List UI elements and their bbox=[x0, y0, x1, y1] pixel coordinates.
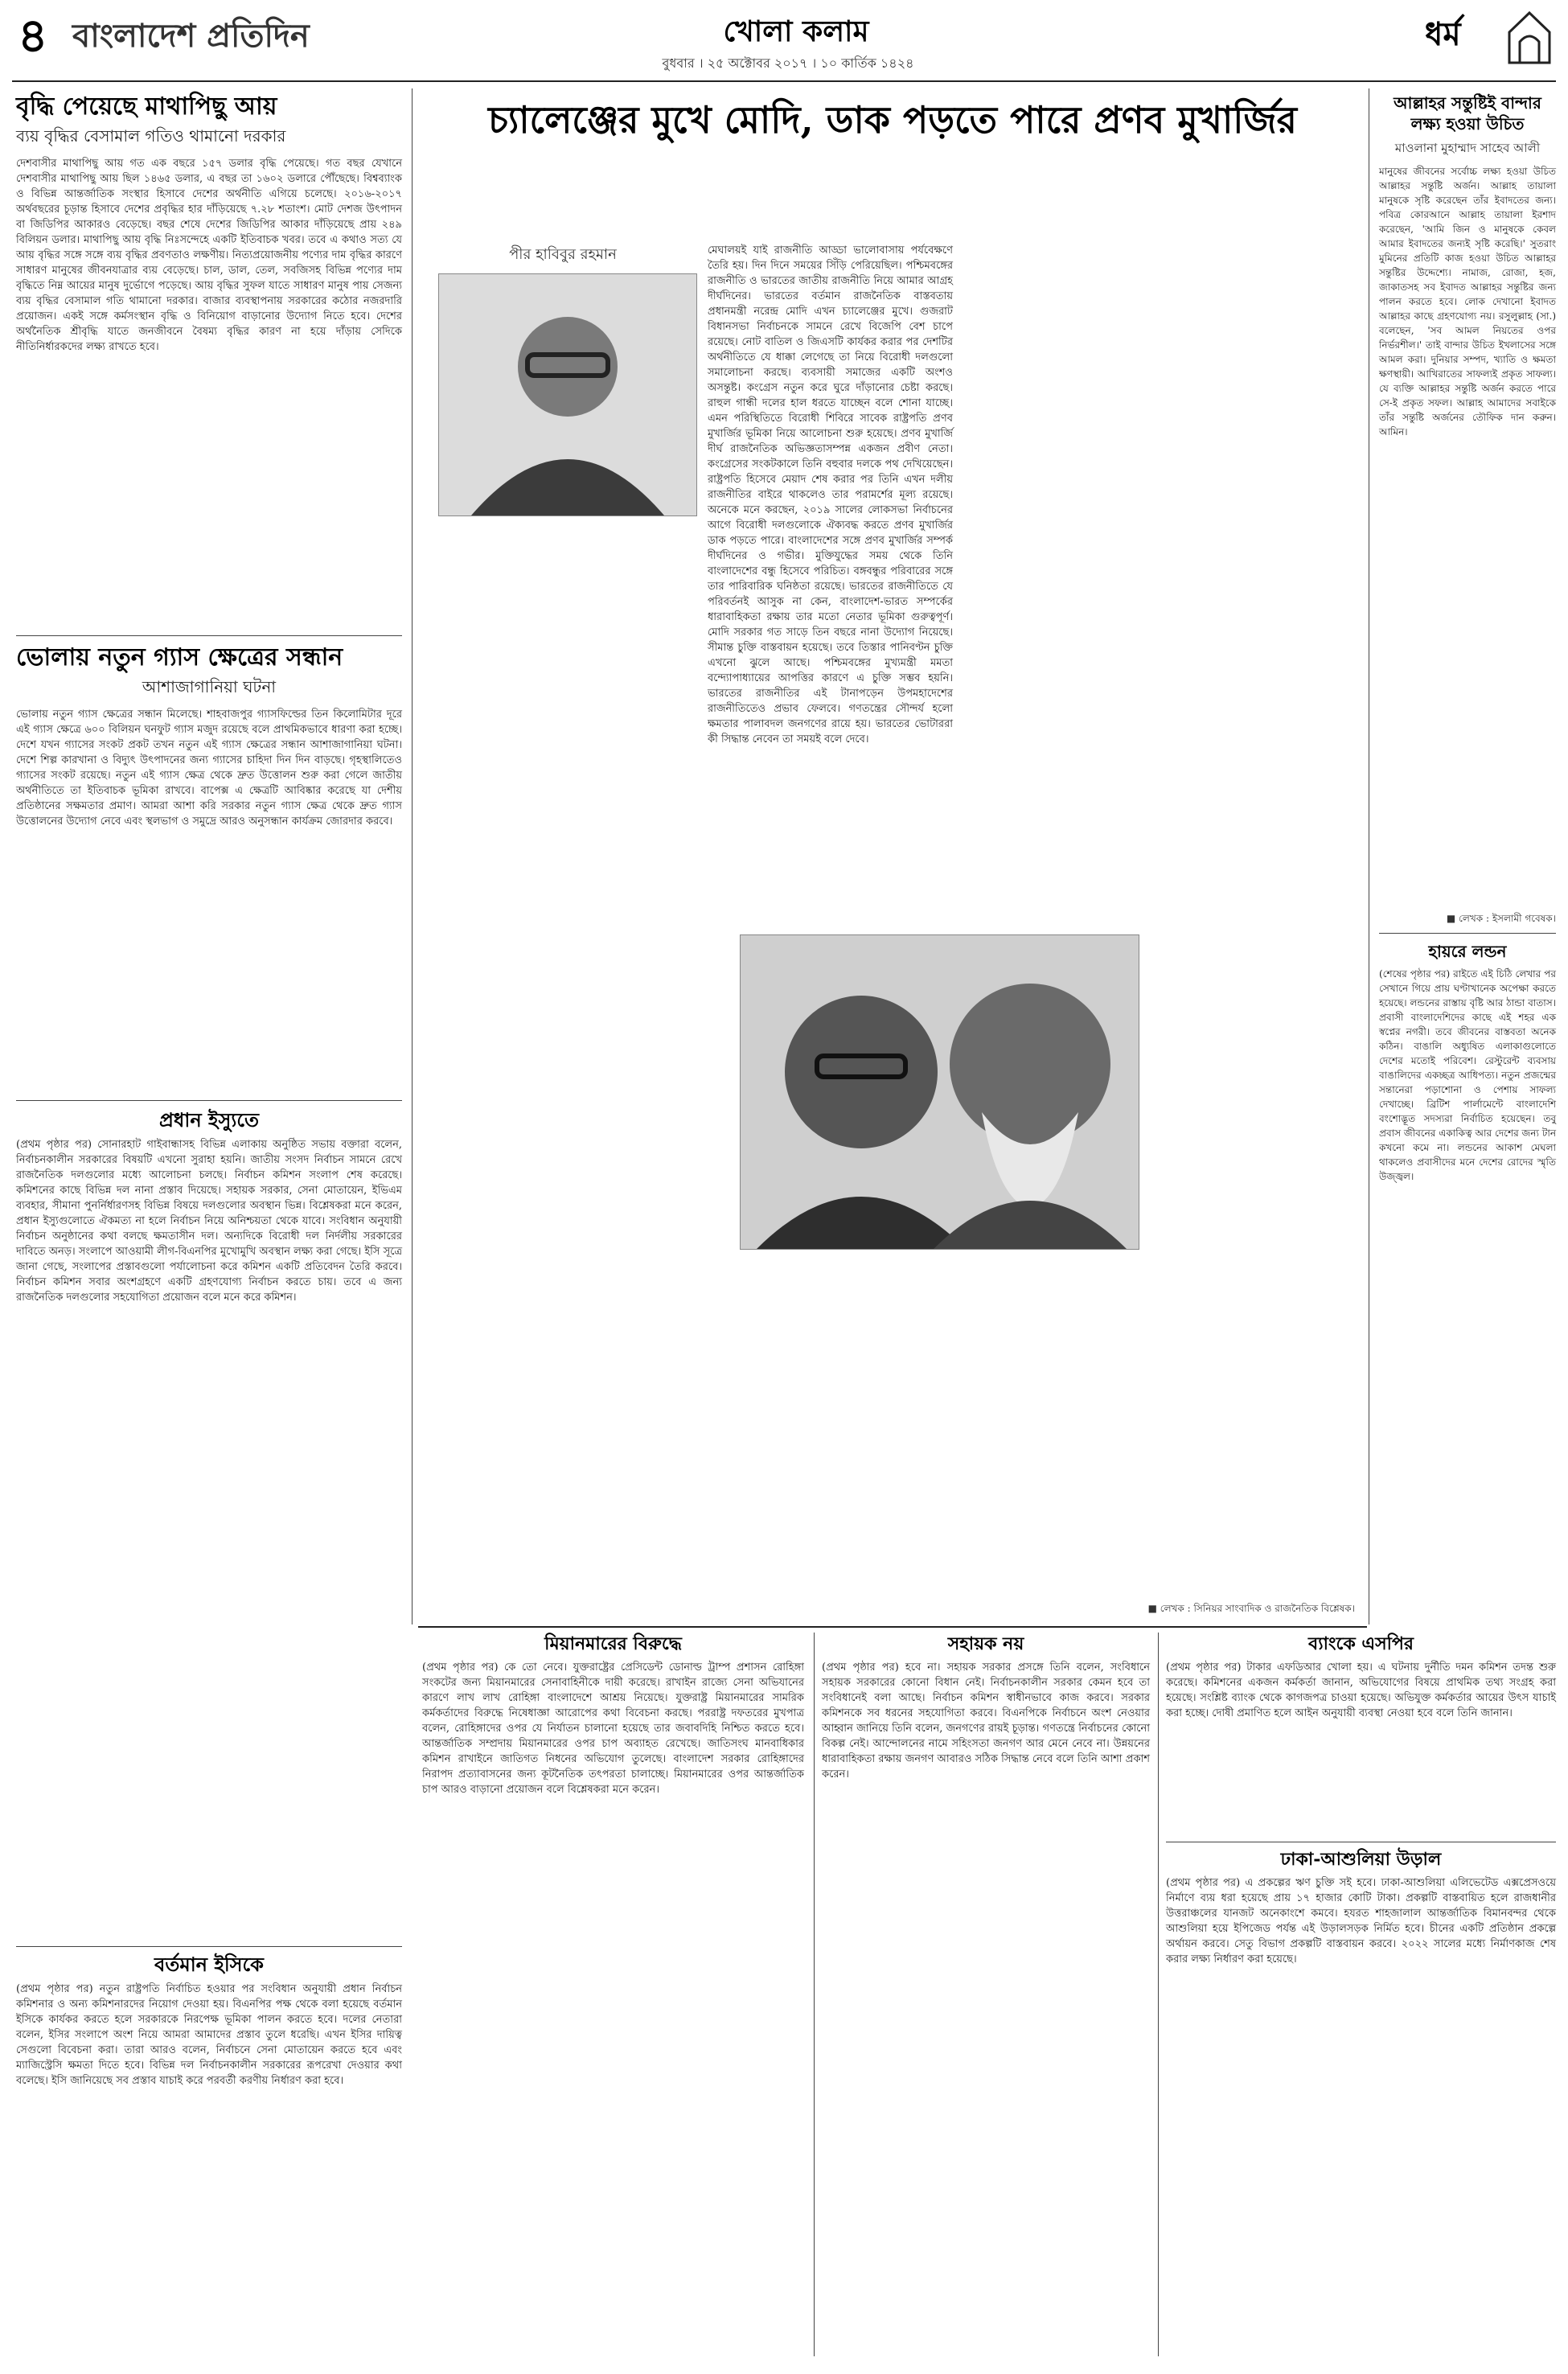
article-headline: ব্যাংকে এসপির bbox=[1308, 1633, 1414, 1654]
article-body: (প্রথম পৃষ্ঠার পর) সোনারহাট গাইবান্ধাসহ বিভিন্ন এলাকায় অনুষ্ঠিত সভায় বক্তারা বলেন, নির্বাচনকালীন সরকারের বিষয়টি এখনো সুরাহা হয়নি। জাতীয় সংসদ নির্বাচন সামনে রেখে রাজনৈতিক দলগুলোর মধ্যে আলোচনা চলছে। নির্বাচন কমিশন সংলাপ শেষ করেছে। কমিশনের কাছে বিভিন্ন দল নানা প্রস্তাব দিয়েছে। সহায়ক সরকার, সেনা মোতায়েন, ইভিএম ব্যবহার, সীমানা পুনর্নির্ধারণসহ বিভিন্ন বিষয়ে দলগুলোর অবস্থান ভিন্ন। বিশ্লেষকরা মনে করেন, প্রধান ইস্যুগুলোতে ঐকমত্য না হলে নির্বাচন নিয়ে অনিশ্চয়তা থেকে যাবে। সংবিধান অনুযায়ী নির্বাচন অনুষ্ঠানের কথা বলছে ক্ষমতাসীন দল। অন্যদিকে বিরোধী দল নির্দলীয় সরকারের দাবিতে অনড়। সংলাপে আওয়ামী লীগ-বিএনপির মুখোমুখি অবস্থান লক্ষ্য করা গেছে। ইসি সূত্রে জানা গেছে, সংলাপের প্রস্তাবগুলো পর্যালোচনা করে কমিশন একটি প্রতিবেদন তৈরি করবে। নির্বাচন কমিশন সবার অংশগ্রহণে একটি গ্রহণযোগ্য নির্বাচন করতে চায়। তবে এ জন্য রাজনৈতিক দলগুলোর সহযোগিতা প্রয়োজন বলে মনে করে কমিশন। bbox=[16, 1139, 406, 1304]
masthead bbox=[0, 0, 1568, 80]
news-not-helpful bbox=[822, 1633, 1154, 2351]
london-article bbox=[1379, 941, 1559, 1642]
article-body: ভোলায় নতুন গ্যাস ক্ষেত্রের সন্ধান মিলেছে। শাহবাজপুর গ্যাসফিল্ডের তিন কিলোমিটার দূরে এই গ্যাস ক্ষেত্রে ৬০০ বিলিয়ন ঘনফুট গ্যাস মজুদ রয়েছে বলে প্রাথমিকভাবে ধারণা করা হচ্ছে। দেশে যখন গ্যাসের সংকট প্রকট তখন নতুন এই গ্যাস ক্ষেত্রের সন্ধান আশাজাগানিয়া ঘটনা। দেশে শিল্প কারখানা ও বিদ্যুৎ উৎপাদনের জন্য গ্যাসের চাহিদা দিন দিন বাড়ছে। গৃহস্থালিতেও গ্যাসের সংকট রয়েছে। নতুন এই গ্যাস ক্ষেত্র থেকে দ্রুত উত্তোলন শুরু করা গেলে জাতীয় অর্থনীতিতে তা ইতিবাচক ভূমিকা রাখবে। বাপেক্স এ ক্ষেত্রটি আবিষ্কার করেছে যা দেশীয় প্রতিষ্ঠানের সক্ষমতার প্রমাণ। আমরা আশা করি সরকার নতুন গ্যাস ক্ষেত্র থেকে দ্রুত গ্যাস উত্তোলনের উদ্যোগ নেবে এবং স্থলভাগ ও সমুদ্রে আরও অনুসন্ধান কার্যক্রম জোরদার করবে। bbox=[16, 709, 406, 828]
paper-name: বাংলাদেশ প্রতিদিন bbox=[72, 17, 310, 55]
article-headline: বৃদ্ধি পেয়েছে মাথাপিছু আয় bbox=[16, 92, 277, 121]
article-subhead: আশাজাগানিয়া ঘটনা bbox=[142, 677, 277, 696]
article-note: ■ লেখক : সিনিয়র সাংবাদিক ও রাজনৈতিক বিশ্লেষক। bbox=[1147, 1603, 1355, 1614]
page-number: ৪ bbox=[18, 8, 48, 63]
person-silhouette-icon bbox=[439, 274, 696, 515]
news-bank-sp bbox=[1166, 1633, 1560, 1829]
article-body: মানুষের জীবনের সর্বোচ্চ লক্ষ্য হওয়া উচিত আল্লাহর সন্তুষ্টি অর্জন। আল্লাহ তায়ালা মানুষকে সৃষ্টি করেছেন তাঁর ইবাদতের জন্য। পবিত্র কোরআনে আল্লাহ তায়ালা ইরশাদ করেছেন, 'আমি জিন ও মানুষকে কেবল আমার ইবাদতের জন্যই সৃষ্টি করেছি।' সুতরাং মুমিনের প্রতিটি কাজ হওয়া উচিত আল্লাহর সন্তুষ্টির উদ্দেশ্যে। নামাজ, রোজা, হজ, জাকাতসহ সব ইবাদত আল্লাহর সন্তুষ্টির জন্য পালন করতে হবে। লোক দেখানো ইবাদত আল্লাহর কাছে গ্রহণযোগ্য নয়। রসুলুল্লাহ (সা.) বলেছেন, 'সব আমল নিয়তের ওপর নির্ভরশীল।' তাই বান্দার উচিত ইখলাসের সঙ্গে আমল করা। দুনিয়ার সম্পদ, খ্যাতি ও ক্ষমতা ক্ষণস্থায়ী। আখিরাতের সাফল্যই প্রকৃত সাফল্য। যে ব্যক্তি আল্লাহর সন্তুষ্টি অর্জন করতে পারে সে-ই প্রকৃত সফল। আল্লাহ আমাদের সবাইকে তাঁর সন্তুষ্টি অর্জনের তৌফিক দান করুন। আমিন। bbox=[1379, 166, 1559, 437]
article-body: দেশবাসীর মাথাপিছু আয় গত এক বছরে ১৫৭ ডলার বৃদ্ধি পেয়েছে। গত বছর যেখানে দেশবাসীর মাথাপিছু আয় ছিল ১৪৬৫ ডলার, এ বছর তা ১৬০২ ডলারে পৌঁছেছে। বিশ্বব্যাংক ও বিভিন্ন আন্তর্জাতিক সংস্থার হিসাবে দেশের অর্থনীতি এগিয়ে চলেছে। ২০১৬-২০১৭ অর্থবছরের চূড়ান্ত হিসাবে দেশের প্রবৃদ্ধির হার দাঁড়িয়েছে ৭.২৮ শতাংশ। মোট দেশজ উৎপাদন বা জিডিপির আকারও বেড়েছে। বছর শেষে দেশের জিডিপির আকার দাঁড়িয়েছে প্রায় ২৪৯ বিলিয়ন ডলার। মাথাপিছু আয় বৃদ্ধি নিঃসন্দেহে একটি ইতিবাচক খবর। তবে এ কথাও সত্য যে আয় বৃদ্ধির সঙ্গে সঙ্গে ব্যয় বৃদ্ধির প্রবণতাও লক্ষণীয়। নিত্যপ্রয়োজনীয় পণ্যের দাম বৃদ্ধির কারণে সাধারণ মানুষের জীবনযাত্রার ব্যয় বেড়েছে। চাল, ডাল, তেল, সবজিসহ বিভিন্ন পণ্যের দাম বৃদ্ধিতে নিম্ন আয়ের মানুষ দুর্ভোগে পড়েছে। আয় বৃদ্ধির সুফল যাতে সাধারণ মানুষ পায় সেজন্য ব্যয় বৃদ্ধির বেসামাল গতি থামানো দরকার। বাজার ব্যবস্থাপনায় সরকারের কঠোর নজরদারি প্রয়োজন। একই সঙ্গে কর্মসংস্থান বৃদ্ধি ও বিনিয়োগ বাড়ানোর উদ্যোগ নিতে হবে। দেশের অর্থনৈতিক শ্রীবৃদ্ধি যাতে জনজীবনে বৈষম্য বৃদ্ধির কারণ না হয়ে দাঁড়ায় সেদিকে নীতিনির্ধারকদের লক্ষ্য রাখতে হবে। bbox=[16, 158, 406, 353]
article-body: (প্রথম পৃষ্ঠার পর) কে তো নেবে। যুক্তরাষ্ট্রের প্রেসিডেন্ট ডোনাল্ড ট্রাম্প প্রশাসন রোহিঙ্গা সংকটের জন্য মিয়ানমারের সেনাবাহিনীকে দায়ী করেছে। রাখাইন রাজ্যে সেনা অভিযানের কারণে লাখ লাখ রোহিঙ্গা বাংলাদেশে আশ্রয় নিয়েছে। যুক্তরাষ্ট্র মিয়ানমারের সামরিক কর্মকর্তাদের বিরুদ্ধে নিষেধাজ্ঞা আরোপের কথা বিবেচনা করছে। পররাষ্ট্র দফতরের মুখপাত্র বলেন, রোহিঙ্গাদের ওপর যে নির্যাতন চালানো হয়েছে তার জবাবদিহি নিশ্চিত করতে হবে। আন্তর্জাতিক সম্প্রদায় মিয়ানমারের ওপর চাপ অব্যাহত রেখেছে। জাতিসংঘ মানবাধিকার কমিশন রাখাইনে জাতিগত নিধনের অভিযোগ তুলেছে। বাংলাদেশ সরকার রোহিঙ্গাদের নিরাপদ প্রত্যাবাসনের জন্য কূটনৈতিক তৎপরতা চালাচ্ছে। মিয়ানমারের ওপর আন্তর্জাতিক চাপ আরও বাড়ানো প্রয়োজন বলে বিশ্লেষকরা মনে করেন। bbox=[422, 1661, 808, 1796]
article-headline: বর্তমান ইসিকে bbox=[154, 1953, 264, 1976]
article-byline: মাওলানা মুহাম্মাদ সাহেব আলী bbox=[1394, 141, 1541, 155]
news-current-ec bbox=[16, 1953, 406, 2360]
article-headline: ভোলায় নতুন গ্যাস ক্ষেত্রের সন্ধান bbox=[16, 643, 343, 672]
article-headline: আল্লাহর সন্তুষ্টিই বান্দার লক্ষ্য হওয়া উচিত bbox=[1394, 93, 1541, 133]
right-section-title: ধর্ম bbox=[1425, 15, 1461, 53]
article-note: ■ লেখক : ইসলামী গবেষক। bbox=[1446, 913, 1556, 924]
article-body: (প্রথম পৃষ্ঠার পর) এ প্রকল্পের ঋণ চুক্তি সই হবে। ঢাকা-আশুলিয়া এলিভেটেড এক্সপ্রেসওয়ে নির্মাণে ব্যয় ধরা হয়েছে প্রায় ১৭ হাজার কোটি টাকা। প্রকল্পটি বাস্তবায়িত হলে রাজধানীর উত্তরাঞ্চলের যানজট অনেকাংশে কমবে। হযরত শাহজালাল আন্তর্জাতিক বিমানবন্দর থেকে আশুলিয়া হয়ে ইপিজেড পর্যন্ত এই উড়ালসড়ক নির্মিত হবে। চীনের একটি প্রতিষ্ঠান প্রকল্পে অর্থায়ন করবে। সেতু বিভাগ প্রকল্পটি বাস্তবায়ন করবে। ২০২২ সালের মধ্যে নির্মাণকাজ শেষ করার লক্ষ্য নির্ধারণ করা হয়েছে। bbox=[1166, 1877, 1560, 1965]
religion-article bbox=[1379, 92, 1559, 928]
article-body: (শেষের পৃষ্ঠার পর) রাইতে এই চিঠি লেখার পর সেখানে গিয়ে প্রায় ঘণ্টাখানেক অপেক্ষা করতে হয়েছে। লন্ডনের রাস্তায় বৃষ্টি আর ঠান্ডা বাতাস। প্রবাসী বাংলাদেশিদের কাছে এই শহর এক স্বপ্নের নগরী। তবে জীবনের বাস্তবতা অনেক কঠিন। বাঙালি অধ্যুষিত এলাকাগুলোতে দেশের মতোই পরিবেশ। রেস্টুরেন্ট ব্যবসায় বাঙালিদের একচ্ছত্র আধিপত্য। নতুন প্রজন্মের সন্তানেরা পড়াশোনা ও পেশায় সাফল্য দেখাচ্ছে। ব্রিটিশ পার্লামেন্টে বাংলাদেশি বংশোদ্ভূত সদস্যরা নির্বাচিত হয়েছেন। তবু প্রবাস জীবনের একাকিত্ব আর দেশের জন্য টান কখনো কমে না। লন্ডনের আকাশ মেঘলা থাকলেও প্রবাসীদের মনে দেশের রোদের স্মৃতি উজ্জ্বল। bbox=[1379, 968, 1559, 1182]
mosque-icon bbox=[1505, 8, 1554, 64]
article-body: (প্রথম পৃষ্ঠার পর) নতুন রাষ্ট্রপতি নির্বাচিত হওয়ার পর সংবিধান অনুযায়ী প্রধান নির্বাচন কমিশনার ও অন্য কমিশনারদের নিয়োগ দেওয়া হয়। বিএনপির পক্ষ থেকে বলা হয়েছে বর্তমান ইসিকে কার্যকর করতে হলে সরকারকে নিরপেক্ষ ভূমিকা পালন করতে হবে। দলের নেতারা বলেন, ইসির সংলাপে অংশ নিয়ে আমরা আমাদের প্রস্তাব তুলে ধরেছি। এখন ইসির দায়িত্ব সেগুলো বিবেচনা করা। তারা আরও বলেন, নির্বাচনে সেনা মোতায়েন করতে হবে এবং ম্যাজিস্ট্রেসি ক্ষমতা দিতে হবে। বিভিন্ন দল নির্বাচনকালীন সরকারের রূপরেখা দেওয়ার কথা বলেছে। ইসি জানিয়েছে সব প্রস্তাব যাচাই করে পরবর্তী করণীয় নির্ধারণ করা হবে। bbox=[16, 1983, 406, 2087]
article-headline: সহায়ক নয় bbox=[947, 1633, 1024, 1654]
news-myanmar bbox=[422, 1633, 808, 2351]
author-photo bbox=[438, 273, 697, 516]
article-headline: হায়রে লন্ডন bbox=[1428, 942, 1507, 961]
article-byline: পীর হাবিবুর রহমান bbox=[509, 246, 617, 263]
section-title: খোলা কলাম bbox=[723, 14, 869, 48]
article-headline: মিয়ানমারের বিরুদ্ধে bbox=[544, 1633, 682, 1654]
date-line: বুধবার । ২৫ অক্টোবর ২০১৭ । ১০ কার্তিক ১৪২৪ bbox=[662, 55, 914, 71]
editorial-gas bbox=[16, 643, 406, 1093]
article-headline: প্রধান ইস্যুতে bbox=[159, 1108, 259, 1132]
article-body: (প্রথম পৃষ্ঠার পর) হবে না। সহায়ক সরকার প্রসঙ্গে তিনি বলেন, সংবিধানে সহায়ক সরকারের কোনো বিধান নেই। নির্বাচনকালীন সরকার কেমন হবে তা সংবিধানেই বলা আছে। নির্বাচন কমিশন স্বাধীনভাবে কাজ করবে। সরকার কমিশনকে সব ধরনের সহযোগিতা করবে। বিএনপিকে নির্বাচনে অংশ নেওয়ার আহ্বান জানিয়ে তিনি বলেন, জনগণের রায়ই চূড়ান্ত। গণতন্ত্রে নির্বাচনের কোনো বিকল্প নেই। আন্দোলনের নামে সহিংসতা জনগণ আর মেনে নেবে না। উন্নয়নের ধারাবাহিকতা রক্ষায় জনগণ আবারও সঠিক সিদ্ধান্ত নেবে বলে তিনি আশা প্রকাশ করেন। bbox=[822, 1661, 1154, 1780]
news-main-issue bbox=[16, 1108, 406, 1957]
news-flyover bbox=[1166, 1848, 1560, 2358]
article-body-col1: মেঘালয়ই যাই রাজনীতি আড্ডা ভালোবাসায় পর্যবেক্ষণে তৈরি হয়। দিন দিনে সময়ের সিঁড়ি পেরিয়েছিল। পশ্চিমবঙ্গের রাজনীতি ও ভারতের জাতীয় রাজনীতি নিয়ে আমার আগ্রহ দীর্ঘদিনের। ভারতের বর্তমান রাজনৈতিক বাস্তবতায় প্রধানমন্ত্রী নরেন্দ্র মোদি এখন চ্যালেঞ্জের মুখে। গুজরাট বিধানসভা নির্বাচনকে সামনে রেখে বিজেপি বেশ চাপে রয়েছে। নোট বাতিল ও জিএসটি কার্যকর করার পর দেশটির অর্থনীতিতে যে ধাক্কা লেগেছে তা নিয়ে বিরোধী দলগুলো সমালোচনা করছে। ব্যবসায়ী সমাজের একটি অংশও অসন্তুষ্ট। কংগ্রেস নতুন করে ঘুরে দাঁড়ানোর চেষ্টা করছে। রাহুল গান্ধী দলের হাল ধরতে যাচ্ছেন বলে শোনা যাচ্ছে। এমন পরিস্থিতিতে বিরোধী শিবিরে সাবেক রাষ্ট্রপতি প্রণব মুখার্জির ভূমিকা নিয়ে আলোচনা শুরু হয়েছে। প্রণব মুখার্জি দীর্ঘ রাজনৈতিক অভিজ্ঞতাসম্পন্ন একজন প্রবীণ নেতা। কংগ্রেসের সংকটকালে তিনি বহুবার দলকে পথ দেখিয়েছেন। রাষ্ট্রপতি হিসেবে মেয়াদ শেষ করার পর তিনি এখন দলীয় রাজনীতির বাইরে থাকলেও তার পরামর্শের মূল্য রয়েছে। অনেকে মনে করছেন, ২০১৯ সালের লোকসভা নির্বাচনের আগে বিরোধী দলগুলোকে ঐক্যবদ্ধ করতে প্রণব মুখার্জির ডাক পড়তে পারে। বাংলাদেশের সঙ্গে প্রণব মুখার্জির সম্পর্ক দীর্ঘদিনের ও গভীর। মুক্তিযুদ্ধের সময় থেকে তিনি বাংলাদেশের বন্ধু হিসেবে পরিচিত। বঙ্গবন্ধুর পরিবারের সঙ্গে তার পারিবারিক ঘনিষ্ঠতা রয়েছে। ভারতের রাজনীতিতে যে পরিবর্তনই আসুক না কেন, বাংলাদেশ-ভারত সম্পর্কের ধারাবাহিকতা রক্ষায় তার মতো নেতার ভূমিকা গুরুত্বপূর্ণ। মোদি সরকার গত সাড়ে তিন বছরে নানা উদ্যোগ নিয়েছে। সীমান্ত চুক্তি বাস্তবায়ন হয়েছে। তবে তিস্তার পানিবণ্টন চুক্তি এখনো ঝুলে আছে। পশ্চিমবঙ্গের মুখ্যমন্ত্রী মমতা বন্দ্যোপাধ্যায়ের আপত্তির কারণে এ চুক্তি সম্ভব হয়নি। ভারতের রাজনীতির এই টানাপড়েন উপমহাদেশের রাজনীতিতেও প্রভাব ফেলবে। গণতন্ত্রের সৌন্দর্য হলো ক্ষমতার পালাবদল জনগণের রায়ে হয়। ভারতের ভোটাররা কী সিদ্ধান্ত নেবেন তা সময়ই বলে দেবে। bbox=[708, 244, 957, 745]
article-headline: ঢাকা-আশুলিয়া উড়াল bbox=[1280, 1849, 1442, 1870]
article-headline: চ্যালেঞ্জের মুখে মোদি, ডাক পড়তে পারে প্রণব মুখার্জির bbox=[488, 98, 1297, 142]
article-body: (প্রথম পৃষ্ঠার পর) টাকার এফডিআর খোলা হয়। এ ঘটনায় দুর্নীতি দমন কমিশন তদন্ত শুরু করেছে। কমিশনের একজন কর্মকর্তা জানান, অভিযোগের বিষয়ে প্রাথমিক তথ্য সংগ্রহ করা হয়েছে। সংশ্লিষ্ট ব্যাংক থেকে কাগজপত্র চাওয়া হয়েছে। অভিযুক্ত কর্মকর্তার আয়ের উৎস যাচাই করা হচ্ছে। দোষী প্রমাণিত হলে আইন অনুযায়ী ব্যবস্থা নেওয়া হবে বলে তিনি জানান। bbox=[1166, 1661, 1560, 1719]
article-subhead: ব্যয় বৃদ্ধির বেসামাল গতিও থামানো দরকার bbox=[16, 126, 286, 146]
pranab-modi-photo bbox=[740, 934, 1139, 1250]
op-ed bbox=[422, 90, 1363, 1618]
editorial-income bbox=[16, 92, 406, 590]
